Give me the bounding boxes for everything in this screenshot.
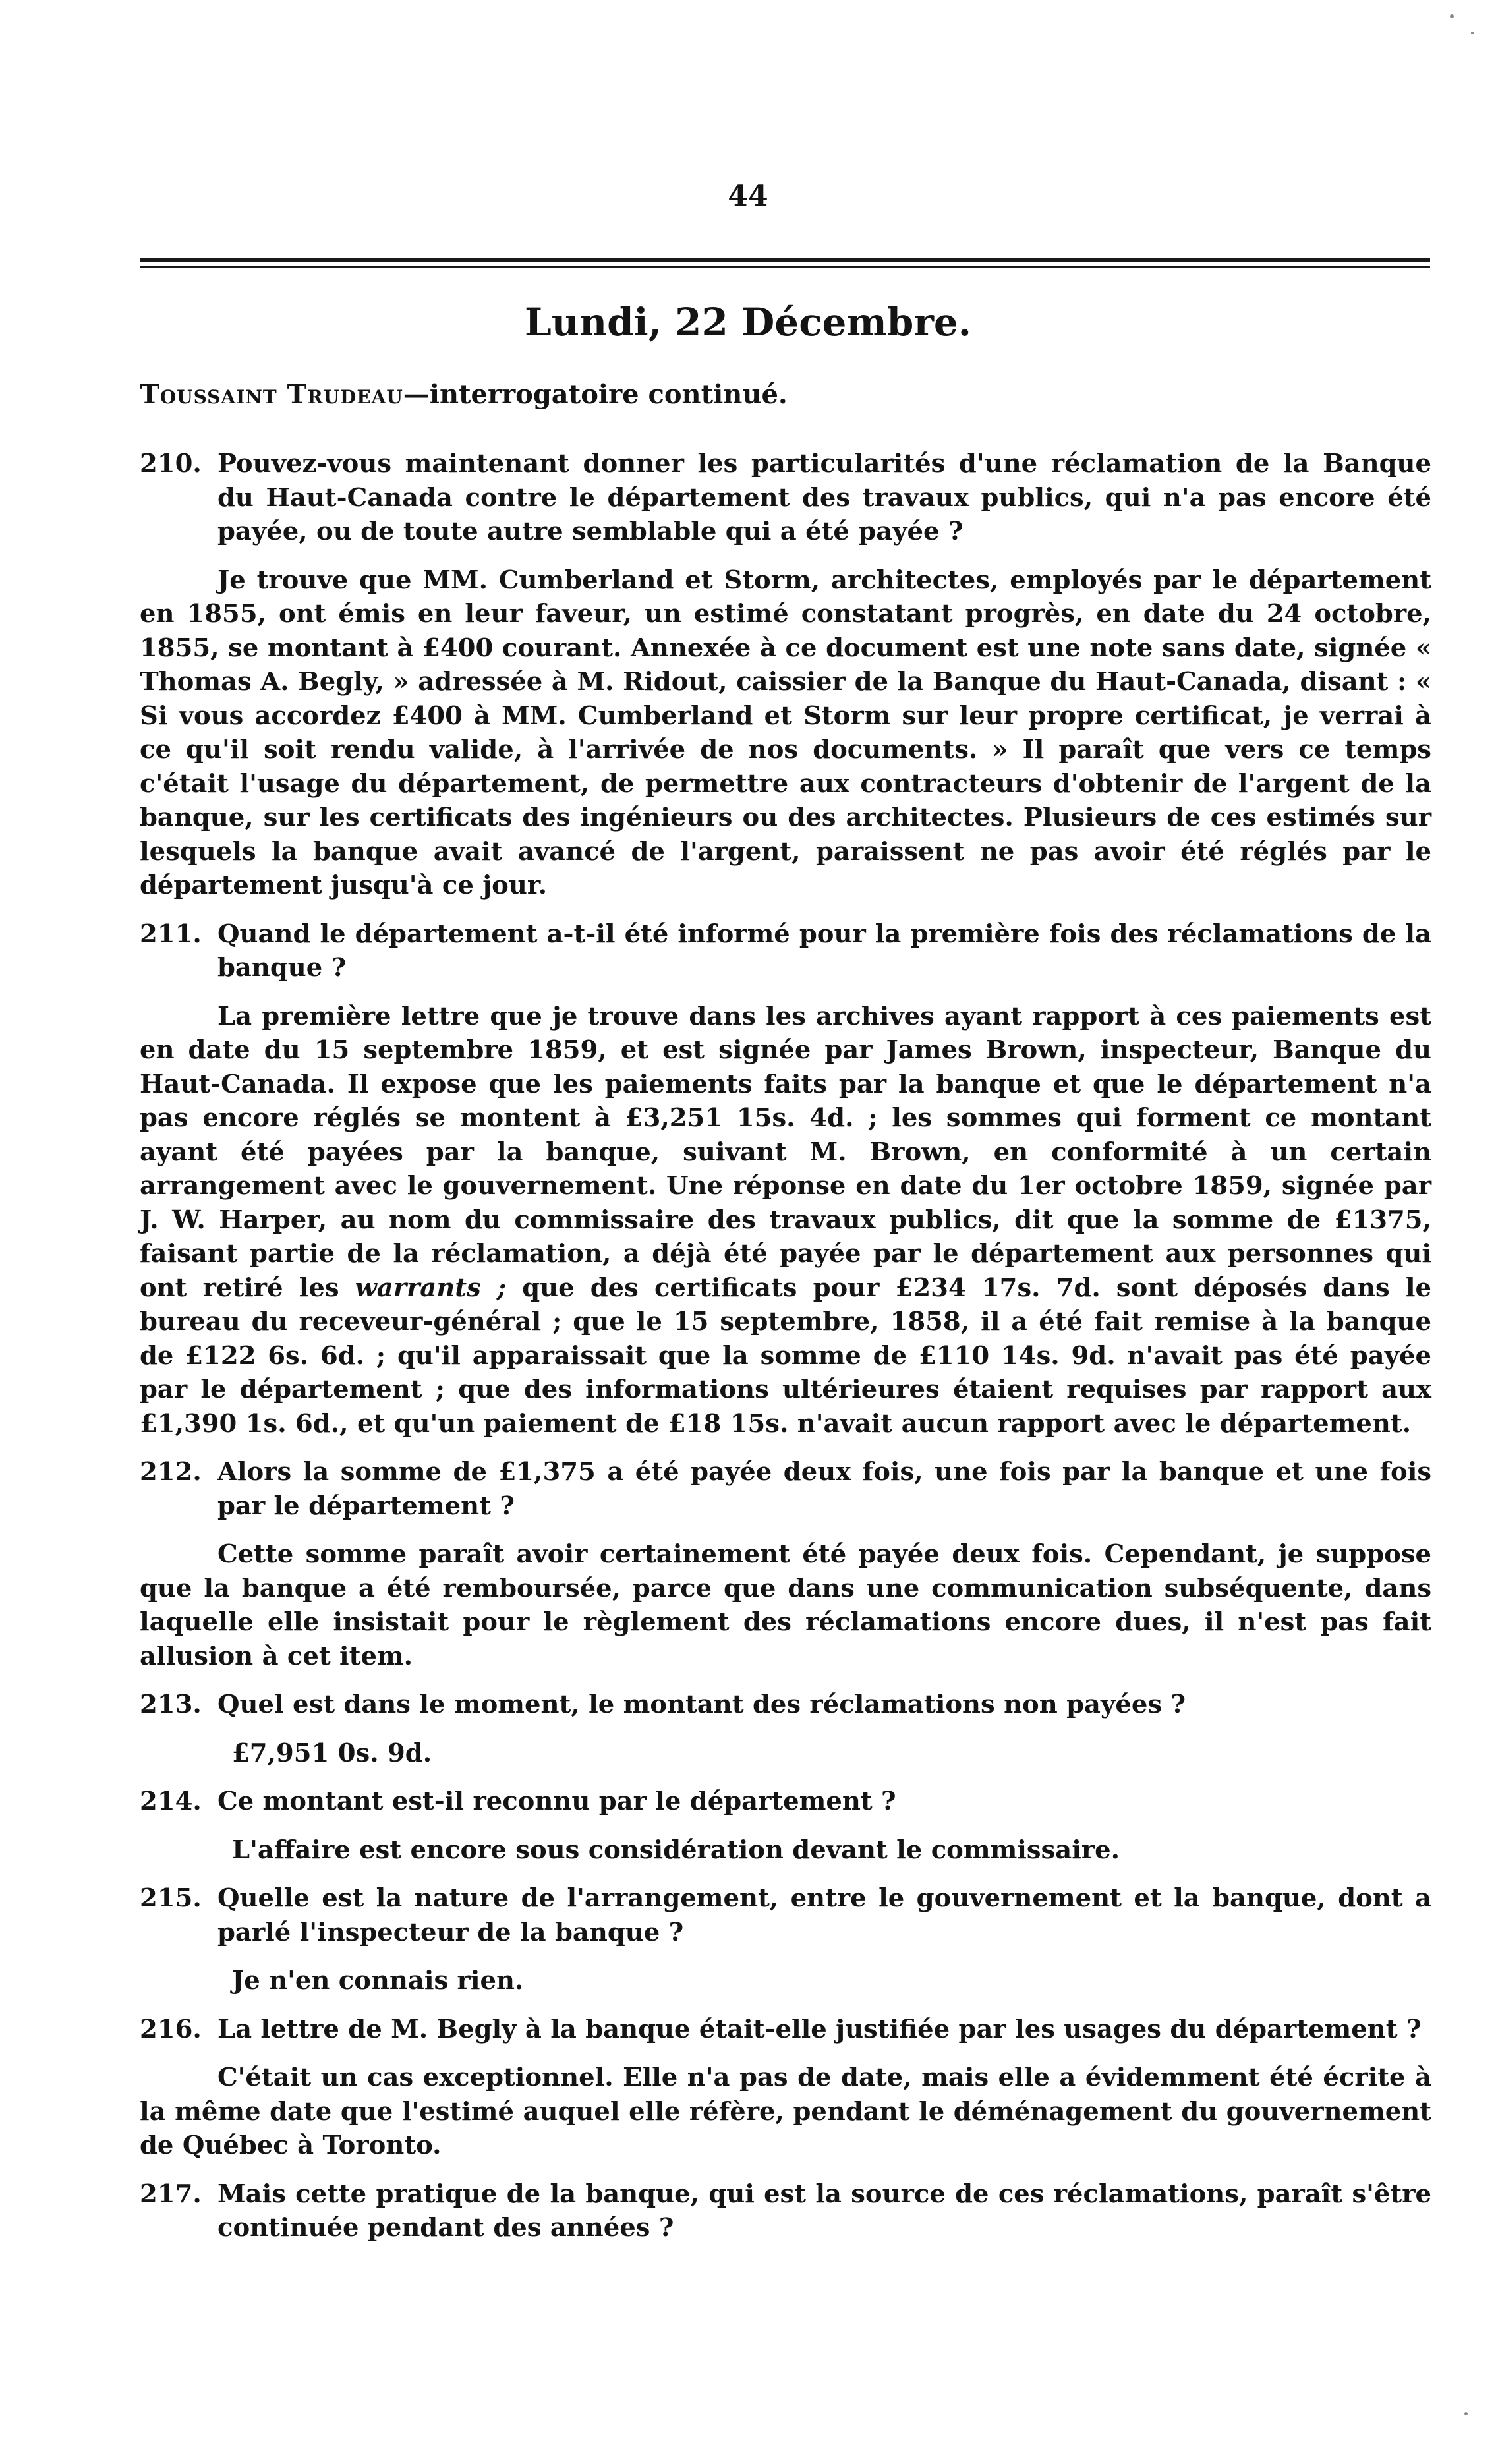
question-number: 214.	[140, 1787, 202, 1816]
question-number: 216.	[140, 2014, 202, 2044]
question-213	[140, 1688, 1431, 1722]
question-211	[140, 917, 1431, 985]
question-number: 212.	[140, 1457, 202, 1487]
question-215	[140, 1881, 1431, 1949]
question-number: 215.	[140, 1883, 202, 1913]
answer-216: C'était un cas exceptionnel. Elle n'a pas de date, mais elle a évidemment été écrite à la même date que l'estimé auquel elle réfère, pendant le déménagement du gouvernement de Québec à Toronto.	[140, 2063, 1431, 2160]
question-text: La lettre de M. Begly à la banque était-elle justifiée par les usages du département ?	[217, 2014, 1422, 2044]
answer-text-continued: que des certificats pour £234 17s. 7d. sont déposés dans le bureau du receveur-général ; que le 15 septembre, 1858, il a été fait remise à la banque de £122 6s. 6d. ; qu'il apparaissait que la somme de £110 14s. 9d. n'avait pas été payée par le département ; que des informations ultérieures étaient requises par rapport aux £1,390 1s. 6d., et qu'un paiement de £18 15s. n'avait aucun rapport avec le département.	[140, 1273, 1431, 1439]
question-text: Quelle est la nature de l'arrangement, entre le gouvernement et la banque, dont a parlé l'inspecteur de la banque ?	[217, 1883, 1431, 1947]
scan-speck	[1450, 14, 1454, 18]
answer-215: Je n'en connais rien.	[232, 1966, 524, 1995]
question-text: Pouvez-vous maintenant donner les particularités d'une réclamation de la Banque du Haut-Canada contre le département des travaux publics, qui n'a pas encore été payée, ou de toute autre semblable qui a été payée ?	[217, 449, 1431, 546]
witness-name: Toussaint Trudeau	[140, 379, 403, 410]
question-text: Quel est dans le moment, le montant des réclamations non payées ?	[217, 1690, 1186, 1719]
answer-210: Je trouve que MM. Cumberland et Storm, architectes, employés par le département en 1855, ont émis en leur faveur, un estimé constatant progrès, en date du 24 octobre, 1855, se montant à £400 courant. Annexée à ce document est une note sans date, signée « Thomas A. Begly, » adressée à M. Ridout, caissier de la Banque du Haut-Canada, disant : « Si vous accordez £400 à MM. Cumberland et Storm sur leur propre certificat, je verrai à ce qu'il soit rendu valide, à l'arrivée de nos documents. » Il paraît que vers ce temps c'était l'usage du département, de permettre aux contracteurs d'obtenir de l'argent de la banque, sur les certificats des ingénieurs ou des architectes. Plusieurs de ces estimés sur lesquels la banque avait avancé de l'argent, paraissent ne pas avoir été réglés par le département jusqu'à ce jour.	[140, 565, 1431, 900]
witness-note: —interrogatoire continué.	[403, 379, 788, 410]
header-rule-thick	[140, 258, 1430, 262]
answer-italic-term: warrants ;	[355, 1273, 507, 1303]
question-number: 217.	[140, 2179, 202, 2209]
answer-text: La première lettre que je trouve dans les archives ayant rapport à ces paiements est en date du 15 septembre 1859, et est signée par James Brown, inspecteur, Banque du Haut-Canada. Il expose que les paiements faits par la banque et que le département n'a pas encore réglés se montent à £3,251 15s. 4d. ; les sommes qui forment ce montant ayant été payées par la banque, suivant M. Brown, en conformité à un certain arrangement avec le gouvernement. Une réponse en date du 1er octobre 1859, signée par J. W. Harper, au nom du commissaire des travaux publics, dit que la somme de £1375, faisant partie de la réclamation, a déjà été payée par le département aux personnes qui ont retiré les	[140, 1001, 1431, 1303]
question-number: 210.	[140, 449, 202, 478]
question-212	[140, 1455, 1431, 1523]
question-number: 211.	[140, 919, 202, 949]
question-text: Ce montant est-il reconnu par le département ?	[217, 1787, 896, 1816]
answer-214: L'affaire est encore sous considération devant le commissaire.	[232, 1835, 1120, 1865]
question-216	[140, 2013, 1431, 2047]
scan-speck	[1471, 32, 1474, 34]
question-214	[140, 1785, 1431, 1819]
answer-213: £7,951 0s. 9d.	[232, 1738, 432, 1768]
question-number: 213.	[140, 1690, 202, 1719]
question-210	[140, 447, 1431, 549]
question-217	[140, 2177, 1431, 2245]
witness-line	[140, 379, 1431, 410]
header-rule-thin	[140, 266, 1430, 268]
question-text: Alors la somme de £1,375 a été payée deux fois, une fois par la banque et une fois par le département ?	[217, 1457, 1431, 1521]
answer-212: Cette somme paraît avoir certainement été payée deux fois. Cependant, je suppose que la banque a été remboursée, parce que dans une communication subséquente, dans laquelle elle insistait pour le règlement des réclamations encore dues, il n'est pas fait allusion à cet item.	[140, 1539, 1431, 1671]
scan-speck	[1464, 2412, 1468, 2415]
testimony-body	[140, 447, 1431, 2260]
answer-211	[140, 1000, 1431, 1441]
date-heading: Lundi, 22 Décembre.	[525, 300, 971, 345]
page-number: 44	[728, 179, 768, 213]
question-text: Mais cette pratique de la banque, qui est la source de ces réclamations, paraît s'être continuée pendant des années ?	[217, 2179, 1431, 2243]
question-text: Quand le département a-t-il été informé pour la première fois des réclamations de la banque ?	[217, 919, 1431, 983]
